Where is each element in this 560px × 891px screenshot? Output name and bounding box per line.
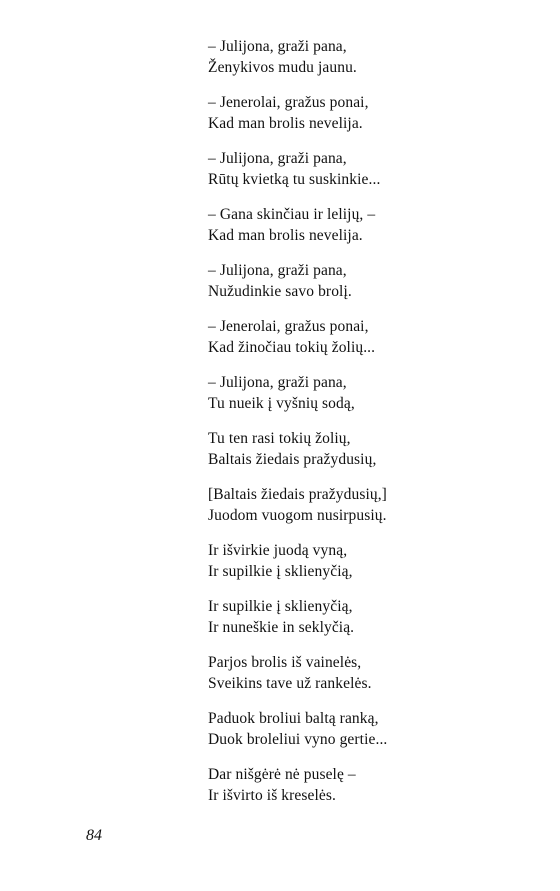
stanza-6 [208, 316, 538, 358]
stanza-9 [208, 484, 538, 526]
poem-line: – Julijona, graži pana, [208, 262, 347, 279]
poem-line: Parjos brolis iš vainelės, [208, 654, 362, 671]
stanza-5 [208, 260, 538, 302]
poem-line: – Julijona, graži pana, [208, 374, 347, 391]
stanza-3 [208, 148, 538, 190]
poem-line: Baltais žiedais pražydusių, [208, 451, 377, 468]
poem-line: – Jenerolai, gražus ponai, [208, 318, 369, 335]
poem-line: Nužudinkie savo brolį. [208, 283, 352, 300]
stanza-1 [208, 36, 538, 78]
poem-line: Ženykivos mudu jaunu. [208, 59, 357, 76]
poem-line: Duok broleliui vyno gertie... [208, 731, 388, 748]
poem-line: Ir išvirkie juodą vyną, [208, 542, 348, 559]
poem-line: Kad žinočiau tokių žolių... [208, 339, 376, 356]
poem-line: – Gana skinčiau ir lelijų, – [208, 206, 376, 223]
poem-line: Ir supilkie į sklienyčią, [208, 563, 353, 580]
poem-line: – Jenerolai, gražus ponai, [208, 94, 369, 111]
poem-line: Kad man brolis nevelija. [208, 115, 363, 132]
stanza-8 [208, 428, 538, 470]
poem-line: Juodom vuogom nusirpusių. [208, 507, 387, 524]
poem-line: Kad man brolis nevelija. [208, 227, 363, 244]
poem-line: Tu nueik į vyšnių sodą, [208, 395, 355, 412]
poem-text [208, 36, 538, 820]
poem-line: Ir supilkie į sklienyčią, [208, 598, 353, 615]
stanza-2 [208, 92, 538, 134]
poem-line: [Baltais žiedais pražydusių,] [208, 486, 387, 503]
stanza-11 [208, 596, 538, 638]
poem-line: Tu ten rasi tokių žolių, [208, 430, 351, 447]
poem-line: Paduok broliui baltą ranką, [208, 710, 379, 727]
page-number: 84 [86, 827, 102, 844]
poem-line: Ir nuneškie in seklyčią. [208, 619, 355, 636]
stanza-12 [208, 652, 538, 694]
stanza-7 [208, 372, 538, 414]
poem-line: Sveikins tave už rankelės. [208, 675, 372, 692]
poem-line: – Julijona, graži pana, [208, 38, 347, 55]
stanza-14 [208, 764, 538, 806]
stanza-4 [208, 204, 538, 246]
poem-line: Ir išvirto iš kreselės. [208, 787, 336, 804]
poem-line: – Julijona, graži pana, [208, 150, 347, 167]
stanza-13 [208, 708, 538, 750]
poem-line: Dar nišgėrė nė puselę – [208, 766, 356, 783]
poem-line: Rūtų kvietką tu suskinkie... [208, 171, 381, 188]
stanza-10 [208, 540, 538, 582]
